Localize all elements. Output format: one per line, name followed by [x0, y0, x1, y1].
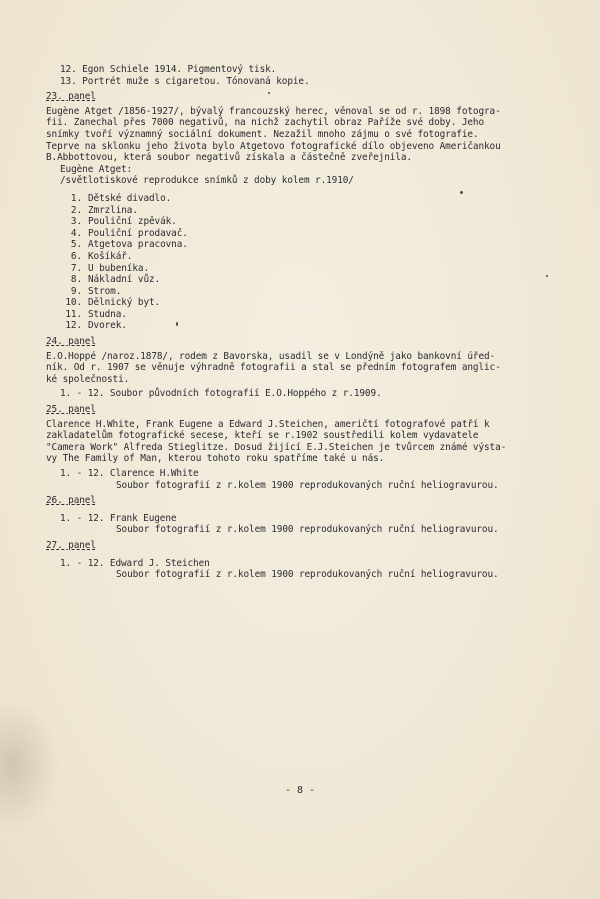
- list-item: 1. Dětské divadlo.: [70, 192, 172, 204]
- panel-heading: 26. panel: [46, 495, 96, 507]
- list-item: 1. - 12. Frank Eugene: [60, 512, 177, 524]
- page-number: - 8 -: [284, 785, 316, 796]
- paragraph-line: snímky tvoří významný sociální dokument. Nezažil mnoho zájmu o své fotografie.: [46, 128, 479, 140]
- list-item: 4. Pouliční prodavač.: [70, 227, 188, 239]
- subheading: /světlotiskové reprodukce snímků z doby kolem r.1910/: [60, 175, 354, 187]
- paragraph-line: fii. Zanechal přes 7000 negativů, na nichž zachytil obraz Paříže své doby. Jeho: [46, 117, 484, 129]
- list-item-description: Soubor fotografií z r.kolem 1900 reprodukovaných ruční heliogravurou.: [116, 524, 499, 536]
- list-item: 6. Košíkář.: [70, 250, 133, 262]
- paragraph-line: zakladatelům fotografické secese, kteří se r.1902 soustředili kolem vydavatele: [46, 430, 479, 442]
- panel-heading: 25. panel: [46, 404, 96, 416]
- list-item: 13. Portrét muže s cigaretou. Tónovaná kopie.: [60, 75, 310, 87]
- list-item-description: Soubor fotografií z r.kolem 1900 reprodukovaných ruční heliogravurou.: [116, 569, 499, 581]
- paragraph-line: "Camera Work" Alfreda Stieglitze. Dosud žijící E.J.Steichen je tvůrcem známé výsta-: [46, 441, 507, 453]
- list-item: 1. - 12. Clarence H.White: [60, 468, 199, 479]
- list-item: 3. Pouliční zpěvák.: [70, 216, 177, 228]
- list-item: 9. Strom.: [70, 285, 122, 297]
- list-item: 12. Dvorek.: [65, 320, 127, 332]
- panel-heading: 23. panel: [46, 91, 96, 103]
- panel-heading: 27. panel: [46, 539, 96, 551]
- paragraph-line: Teprve na sklonku jeho života bylo Atgetovo fotografické dílo objeveno Američankou: [46, 140, 501, 152]
- paragraph-line: Eugène Atget /1856-1927/, bývalý francouzský herec, věnoval se od r. 1898 fotogra-: [46, 105, 501, 117]
- list-item-description: Soubor fotografií z r.kolem 1900 reprodukovaných ruční heliogravurou.: [116, 479, 499, 491]
- list-item: 12. Egon Schiele 1914. Pigmentový tisk.: [60, 64, 277, 75]
- paragraph-line: Clarence H.White, Frank Eugene a Edward J.Steichen, američtí fotografové patří k: [46, 418, 490, 430]
- paragraph-line: E.O.Hoppé /naroz.1878/, rodem z Bavorska, usadil se v Londýně jako bankovní úřed-: [46, 350, 496, 362]
- paragraph-line: ník. Od r. 1907 se věnuje výhradně fotografii a stal se předním fotografem anglic-: [46, 362, 501, 374]
- paper-smudge: [0, 700, 60, 830]
- paragraph-line: ké společnosti.: [46, 373, 130, 385]
- panel-heading: 24. panel: [46, 336, 96, 348]
- document-body: [46, 64, 566, 581]
- list-item: 10. Dělnický byt.: [65, 297, 161, 309]
- list-item: 5. Atgetova pracovna.: [70, 239, 188, 251]
- item-list: [46, 193, 566, 332]
- subheading: Eugène Atget:: [60, 163, 133, 175]
- list-item: 11. Studna.: [65, 308, 127, 320]
- list-item: 8. Nákladní vůz.: [70, 274, 161, 286]
- paragraph-line: vy The Family of Man, kterou tohoto roku spatříme také u nás.: [46, 453, 385, 465]
- paragraph-line: B.Abbottovou, která soubor negativů získala a částečně zveřejnila.: [46, 152, 412, 164]
- list-item: 7. U bubeníka.: [70, 262, 149, 274]
- list-item: 1. - 12. Soubor původních fotografií E.O.Hoppého z r.1909.: [60, 388, 382, 400]
- list-item: 1. - 12. Edward J. Steichen: [60, 557, 210, 569]
- list-item: 2. Zmrzlina.: [70, 204, 138, 216]
